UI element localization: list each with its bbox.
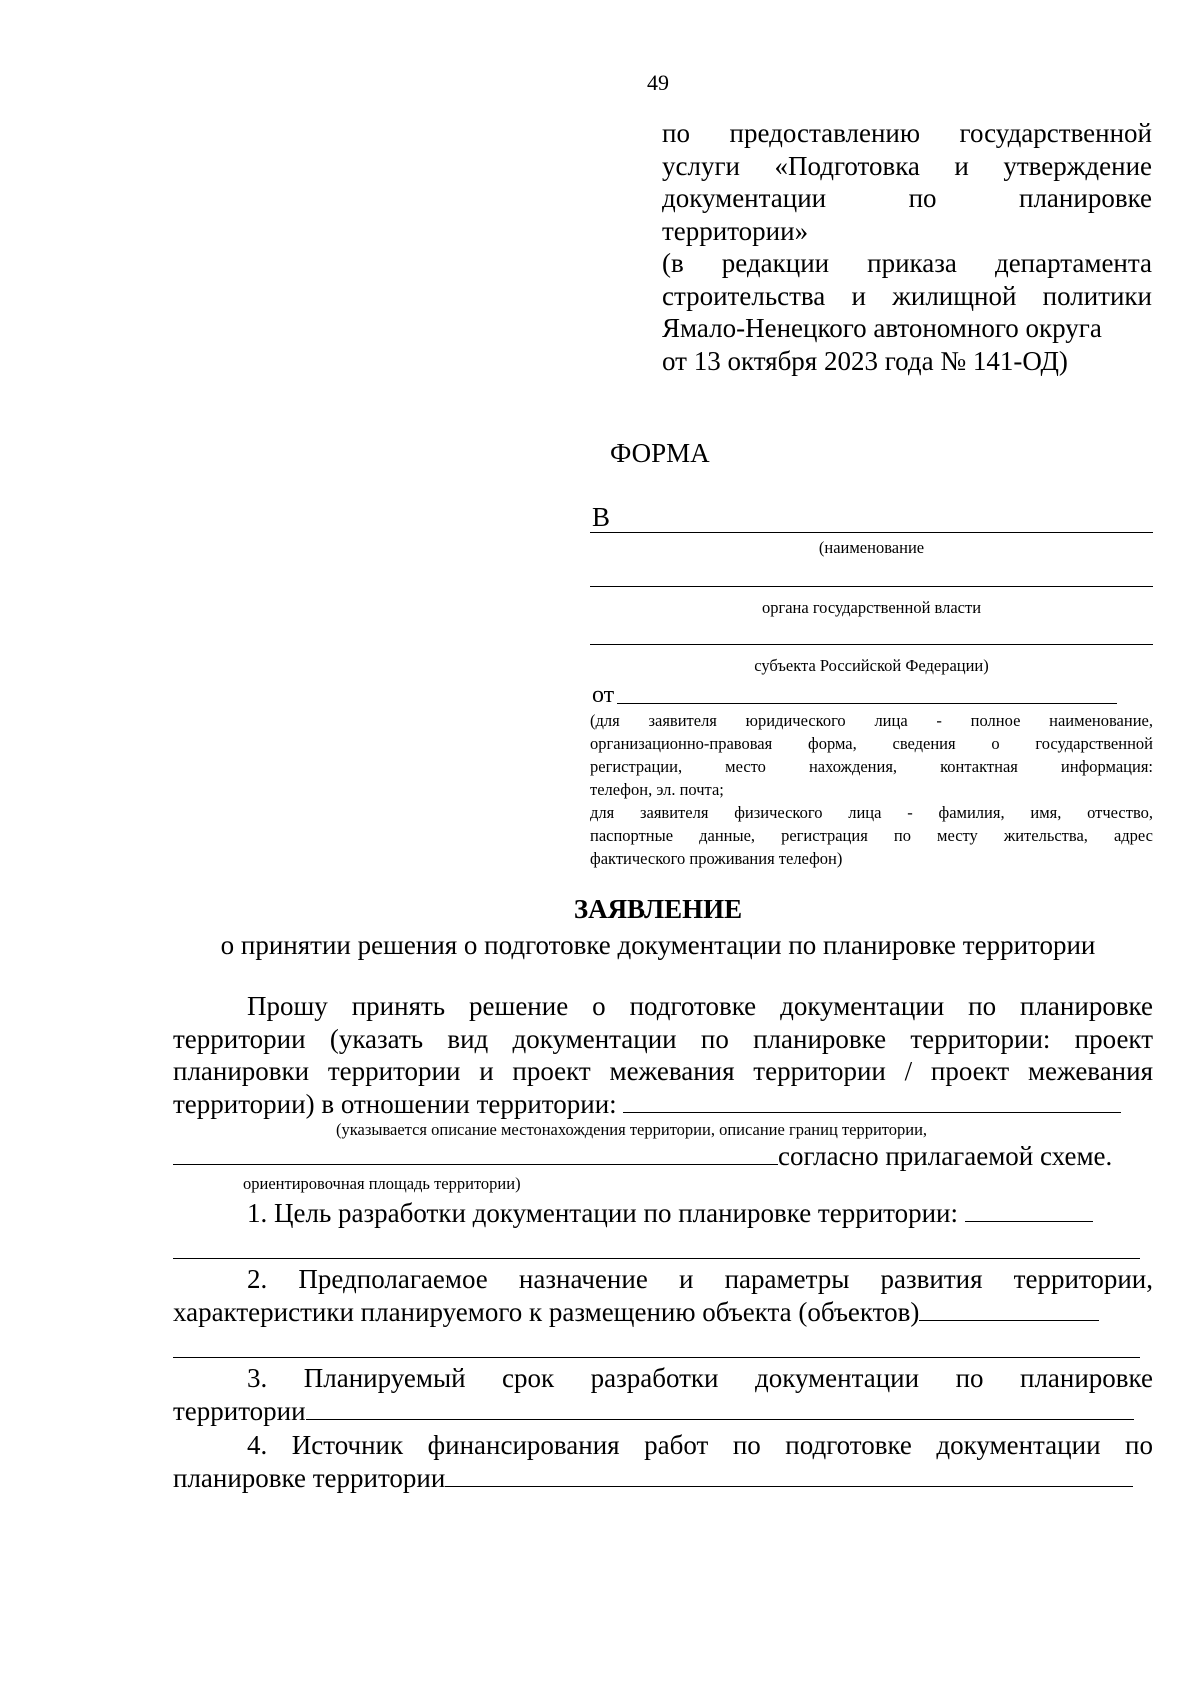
item-4-line-1: 4. Источник финансирования работ по подготовке документации по — [247, 1430, 1153, 1460]
header-line: (в редакции приказа департамента — [662, 248, 1152, 278]
item-2-continuation-line[interactable] — [173, 1357, 1140, 1358]
item-2-input-line[interactable] — [919, 1296, 1099, 1321]
area-caption: ориентировочная площадь территории) — [243, 1174, 521, 1193]
applicant-caption-line: телефон, эл. почта; — [590, 780, 724, 799]
applicant-caption — [590, 709, 1153, 870]
applicant-caption-line: (для заявителя юридического лица - полное наименование, — [590, 711, 1153, 730]
item-1-input-line[interactable] — [965, 1197, 1093, 1222]
request-line: территории) в отношении территории: — [173, 1088, 617, 1119]
item-2 — [173, 1263, 1153, 1328]
header-line: услуги «Подготовка и утверждение — [662, 150, 1152, 181]
header-line: территории» — [662, 215, 809, 246]
item-3-line-1: 3. Планируемый срок разработки документации по планировке — [247, 1363, 1153, 1393]
addressee-line-2[interactable] — [590, 586, 1153, 587]
addressee-prefix: В — [592, 502, 611, 532]
addressee-line-1[interactable] — [590, 532, 1153, 533]
applicant-caption-line: паспортные данные, регистрация по месту жительства, адрес — [590, 826, 1153, 845]
item-4-line-2: планировке территории — [173, 1462, 446, 1493]
item-3-input-line[interactable] — [306, 1395, 1134, 1420]
header-line: строительства и жилищной политики — [662, 280, 1152, 311]
territory-description-line[interactable] — [173, 1140, 778, 1165]
header-line: документации по планировке — [662, 183, 1152, 213]
according-line — [173, 1140, 1153, 1173]
addressee-caption-1: (наименование — [818, 538, 925, 557]
item-2-line-1: 2. Предполагаемое назначение и параметры развития территории, — [247, 1264, 1153, 1294]
territory-input-line[interactable] — [623, 1088, 1121, 1113]
item-1 — [173, 1197, 1153, 1230]
from-prefix: от — [592, 682, 615, 708]
request-line: Прошу принять решение о подготовке документации по планировке — [247, 991, 1153, 1021]
item-4 — [173, 1429, 1153, 1494]
addressee-caption-2: органа государственной власти — [761, 598, 982, 617]
request-line: территории (указать вид документации по планировке территории: проект — [173, 1023, 1153, 1054]
document-subtitle: о принятии решения о подготовке документации по планировке территории — [220, 930, 1096, 960]
item-1-text: 1. Цель разработки документации по планировке территории: — [247, 1198, 959, 1228]
item-4-input-line[interactable] — [445, 1462, 1133, 1487]
regulation-header — [662, 117, 1152, 377]
item-3 — [173, 1362, 1153, 1427]
according-text: согласно прилагаемой схеме. — [778, 1141, 1113, 1171]
item-1-continuation-line[interactable] — [173, 1258, 1140, 1259]
applicant-caption-line: организационно-правовая форма, сведения о государственной — [590, 734, 1153, 753]
applicant-caption-line: регистрации, место нахождения, контактная информация: — [590, 757, 1153, 776]
applicant-caption-line: для заявителя физического лица - фамилия, имя, отчество, — [590, 803, 1153, 822]
page-number: 49 — [647, 70, 669, 95]
addressee-line-3[interactable] — [590, 644, 1153, 645]
header-line: по предоставлению государственной — [662, 118, 1152, 148]
header-line: от 13 октября 2023 года № 141-ОД) — [662, 345, 1068, 376]
request-paragraph — [173, 990, 1153, 1120]
item-2-line-2: характеристики планируемого к размещению объекта (объектов) — [173, 1296, 920, 1327]
applicant-caption-line: фактического проживания телефон) — [590, 849, 843, 868]
location-caption: (указывается описание местонахождения территории, описание границ территории, — [336, 1120, 928, 1139]
form-label: ФОРМА — [610, 438, 710, 468]
addressee-caption-3: субъекта Российской Федерации) — [754, 656, 989, 675]
item-3-line-2: территории — [173, 1395, 306, 1426]
request-line-last — [173, 1088, 1153, 1121]
from-line[interactable] — [617, 703, 1117, 704]
request-line: планировки территории и проект межевания территории / проект межевания — [173, 1056, 1153, 1086]
header-line: Ямало-Ненецкого автономного округа — [662, 313, 1102, 343]
document-title: ЗАЯВЛЕНИЕ — [573, 894, 743, 924]
